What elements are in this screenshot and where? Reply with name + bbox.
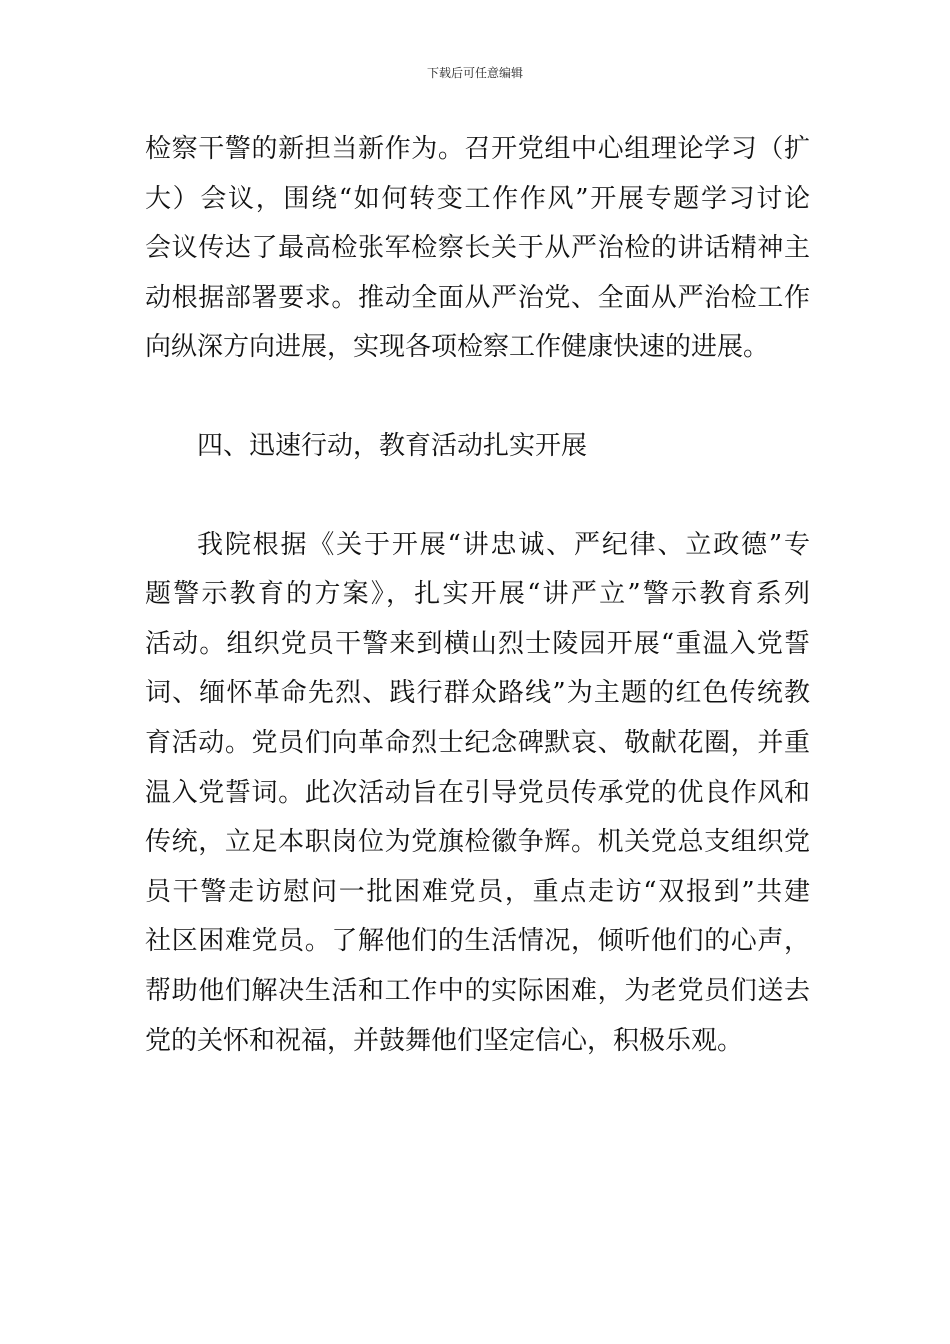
- text-line: 育活动。党员们向革命烈士纪念碑默哀、敬献花圈，并重: [145, 727, 810, 758]
- section-heading: 四、迅速行动，教育活动扎实开展: [197, 430, 588, 461]
- document-body: [145, 125, 810, 1066]
- text-line: 会议传达了最高检张军检察长关于从严治检的讲话精神主: [145, 233, 810, 264]
- text-line: 词、缅怀革命先烈、践行群众路线”为主题的红色传统教: [145, 678, 810, 709]
- text-line: 帮助他们解决生活和工作中的实际困难，为老党员们送去: [145, 975, 810, 1006]
- text-line: 动根据部署要求。推动全面从严治党、全面从严治检工作: [145, 282, 810, 313]
- text-line: 向纵深方向进展，实现各项检察工作健康快速的进展。: [145, 332, 770, 363]
- text-line: 我院根据《关于开展“讲忠诚、严纪律、立政德”专: [197, 529, 810, 560]
- paragraph-1: [145, 125, 810, 373]
- text-line: 社区困难党员。了解他们的生活情况，倾听他们的心声，: [145, 926, 810, 957]
- text-line: 题警示教育的方案》，扎实开展“讲严立”警示教育系列: [145, 579, 810, 610]
- paragraph-gap: [145, 472, 810, 521]
- text-line: 检察干警的新担当新作为。召开党组中心组理论学习（扩: [145, 134, 810, 164]
- paragraph-2: [145, 521, 810, 1067]
- text-line: 员干警走访慰问一批困难党员，重点走访“双报到”共建: [145, 876, 810, 907]
- text-line: 党的关怀和祝福，并鼓舞他们坚定信心，积极乐观。: [145, 1025, 744, 1056]
- text-line: 传统，立足本职岗位为党旗检徽争辉。机关党总支组织党: [145, 827, 810, 858]
- text-line: 活动。组织党员干警来到横山烈士陵园开展“重温入党誓: [145, 628, 810, 659]
- page-header: 下载后可任意编辑: [426, 66, 523, 80]
- text-line: 大）会议，围绕“如何转变工作作风”开展专题学习讨论: [145, 183, 810, 214]
- text-line: 温入党誓词。此次活动旨在引导党员传承党的优良作风和: [145, 777, 810, 808]
- paragraph-gap: [145, 373, 810, 422]
